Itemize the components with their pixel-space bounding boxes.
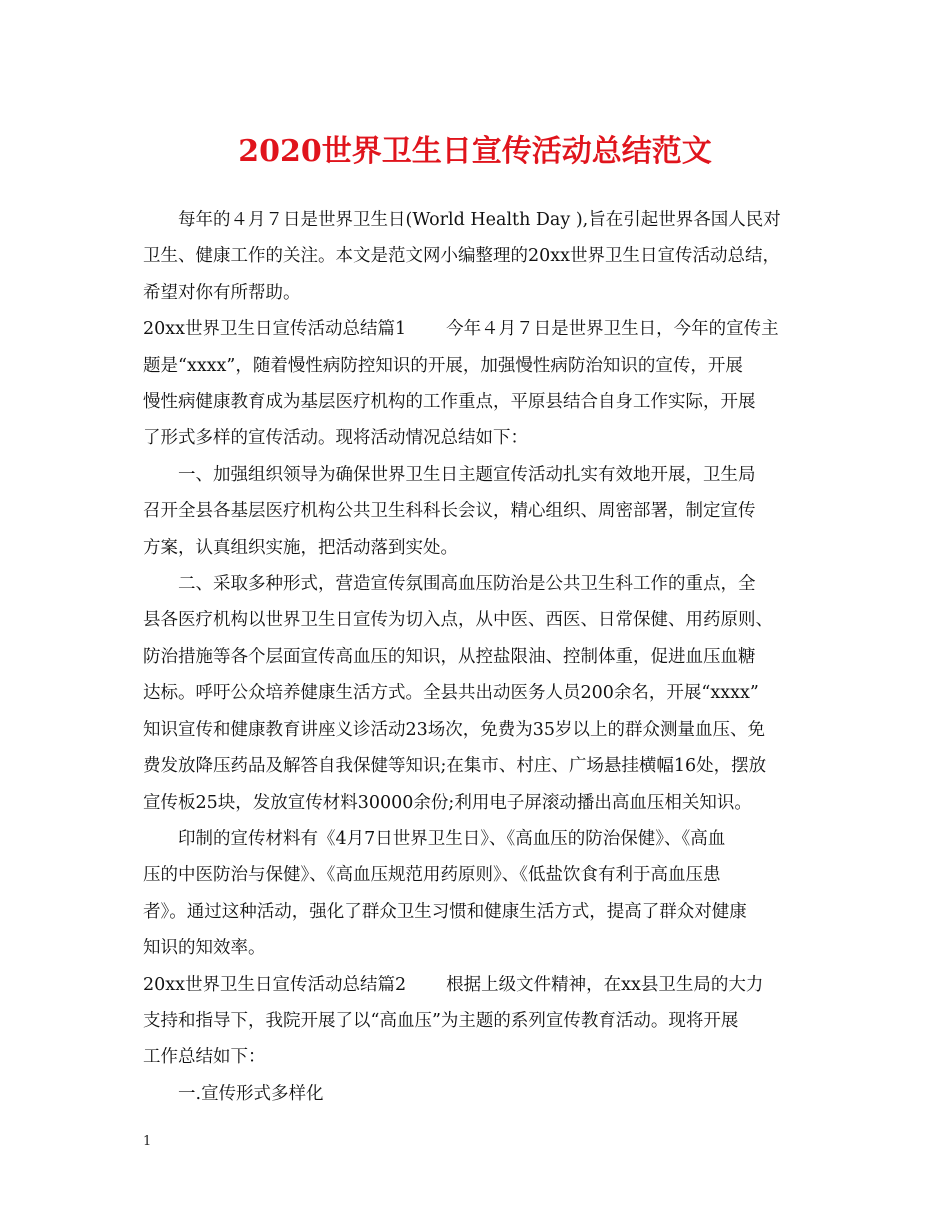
section1-heading: 20xx世界卫生日宣传活动总结篇1 — [143, 319, 407, 340]
section1-para3-line: 知识的知效率。 — [143, 938, 266, 959]
section1-heading-line — [143, 311, 813, 347]
page-number: 1 — [143, 1134, 152, 1149]
section1-para1-line: 方案，认真组织实施，把活动落到实处。 — [143, 537, 458, 558]
section1-para3-line: 印制的宣传材料有《4月7日世界卫生日》、《高血压的防治保健》、《高血 — [143, 828, 726, 849]
section2-line: 支持和指导下，我院开展了以“高血压”为主题的系列宣传教育活动。现将开展 — [143, 1010, 739, 1031]
section2-heading-line — [143, 967, 813, 1003]
section1-first-line: 今年４月７日是世界卫生日，今年的宣传主 — [446, 319, 779, 340]
section1-para2-line: 宣传板25块，发放宣传材料30000余份;利用电子屏滚动播出高血压相关知识。 — [143, 792, 752, 813]
section1-para2-line: 达标。呼吁公众培养健康生活方式。全县共出动医务人员200余名，开展“xxxx” — [143, 683, 759, 704]
section1-para2-line: 费发放降压药品及解答自我保健等知识;在集市、村庄、广场悬挂横幅16处，摆放 — [143, 756, 767, 777]
section1-para1-line: 一、加强组织领导为确保世界卫生日主题宣传活动扎实有效地开展，卫生局 — [143, 464, 756, 485]
section2-line: 工作总结如下： — [143, 1047, 266, 1068]
section1-line: 了形式多样的宣传活动。现将活动情况总结如下： — [143, 428, 528, 449]
section1-line: 慢性病健康教育成为基层医疗机构的工作重点，平原县结合自身工作实际，开展 — [143, 392, 756, 413]
section1-para3-line: 压的中医防治与保健》、《高血压规范用药原则》、《低盐饮食有利于高血压患 — [143, 865, 721, 886]
section2-heading: 20xx世界卫生日宣传活动总结篇2 — [143, 974, 407, 995]
section1-para3-line: 者》。通过这种活动，强化了群众卫生习惯和健康生活方式，提高了群众对健康 — [143, 901, 747, 922]
section1-para2-line: 县各医疗机构以世界卫生日宣传为切入点，从中医、西医、日常保健、用药原则、 — [143, 610, 773, 631]
section1-para2-line: 防治措施等各个层面宣传高血压的知识，从控盐限油、控制体重，促进血压血糖 — [143, 646, 756, 667]
intro-line: 每年的４月７日是世界卫生日(World Health Day ),旨在引起世界各国人民对 — [143, 210, 781, 230]
section1-line: 题是“xxxx”，随着慢性病防控知识的开展，加强慢性病防治知识的宣传，开展 — [143, 355, 743, 376]
section1-para1-line: 召开全县各基层医疗机构公共卫生科科长会议，精心组织、周密部署，制定宣传 — [143, 501, 756, 522]
document-body — [143, 202, 813, 1112]
section2-para1-line: 一.宣传形式多样化 — [143, 1083, 324, 1104]
section1-para2-line: 知识宣传和健康教育讲座义诊活动23场次，免费为35岁以上的群众测量血压、免 — [143, 719, 766, 740]
intro-line: 卫生、健康工作的关注。本文是范文网小编整理的20xx世界卫生日宣传活动总结， — [143, 246, 781, 267]
intro-line: 希望对你有所帮助。 — [143, 282, 301, 303]
section1-para2-line: 二、采取多种形式，营造宣传氛围高血压防治是公共卫生科工作的重点，全 — [143, 574, 756, 595]
section2-first-line: 根据上级文件精神，在xx县卫生局的大力 — [446, 974, 764, 995]
page-title: 2020世界卫生日宣传活动总结范文 — [238, 134, 712, 169]
